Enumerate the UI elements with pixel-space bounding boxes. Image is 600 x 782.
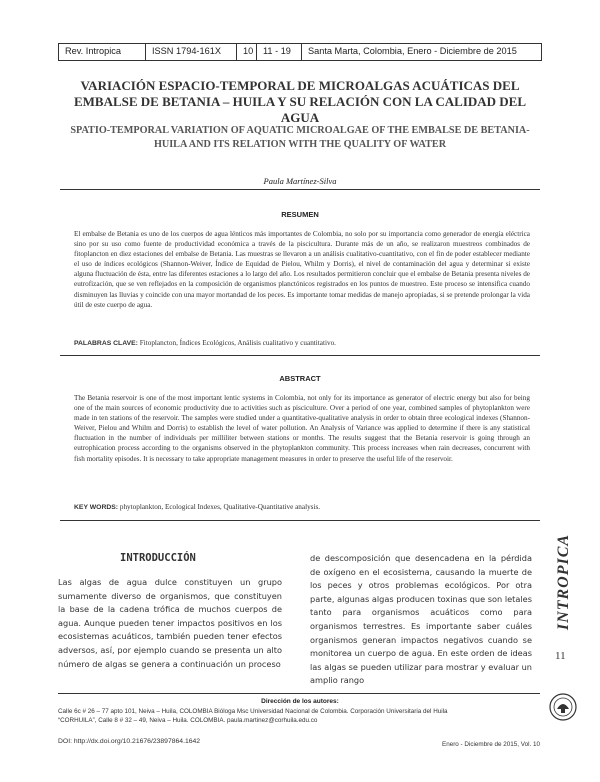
journal-side-label: INTROPICA (555, 533, 572, 631)
resumen-heading: RESUMEN (281, 210, 319, 219)
author: Paula Martínez-Silva (263, 176, 337, 186)
keywords-value: phytoplankton, Ecological Indexes, Qualitative-Quantitative analysis. (118, 503, 321, 511)
footer-issue-info: Enero - Diciembre de 2015, Vol. 10 (442, 741, 541, 748)
volume: 10 (237, 44, 257, 60)
keywords-label: PALABRAS CLAVE: (74, 340, 138, 347)
intro-heading: INTRODUCCIÓN (120, 552, 196, 564)
title-english: SPATIO-TEMPORAL VARIATION OF AQUATIC MICROALGAE OF THE EMBALSE DE BETANIA-HUILA AND ITS RELATION WITH THE QUALITY OF WATER (70, 125, 530, 150)
address-line-1: Calle 6c # 26 – 77 apto 101, Neiva – Huila, COLOMBIA Bióloga Msc Universidad Nacional de Colombia. Corporación Universitaria del Huila (58, 708, 448, 715)
place-date: Santa Marta, Colombia, Enero - Diciembre de 2015 (308, 46, 517, 56)
abstract-keywords (74, 503, 320, 511)
keywords-value: Fitoplancton, Índices Ecológicos, Análisis cualitativo y cuantitativo. (137, 339, 336, 347)
divider (60, 355, 540, 356)
address-heading: Dirección de los autores: (261, 698, 339, 705)
address-line-2: “CORHUILA”, Calle 8 # 32 – 49, Neiva – Huila. COLOMBIA. paula.martinez@corhuila.edu.co (58, 716, 318, 724)
university-seal-icon (548, 690, 578, 724)
intro-column-1: Las algas de agua dulce constituyen un grupo sumamente diverso de organismos, que constituyen la base de la cadena trófica de muchos cuerpos de agua. Aunque pueden tener impactos positivos en los ecosistemas acuáticos, también pueden tener efectos adversos, así, por ejemplo cuando se presenta un alto número de algas se genera a continuación un proceso (58, 577, 282, 669)
journal-name: Rev. Intropica (59, 44, 146, 60)
divider (60, 189, 540, 190)
journal-header-box (58, 43, 542, 61)
divider (60, 520, 540, 521)
resumen-text: El embalse de Betania es uno de los cuerpos de agua lénticos más importantes de Colombia, no solo por su importancia como generador de energía eléctrica sino por su uso como fuente de productividad económica a través de la piscicultura. Durante más de un año, se realizaron muestreos combinados de fitoplancton en diez estaciones del embalse de Betania. Las muestras se llevaron a un análisis cualitativo-cuantitativo, con el fin de poder establecer mediante el uso de índices ecológicos (Shannon-Weiver, Índice de Equidad de Pielou, Whilm y Dorris), el nivel de contaminación del agua y determinar si existe alguna fluctuación de ésta, entre las diferentes estaciones a lo largo del año. Los resultados permitieron concluir que el embalse de Betania presenta niveles de eutrofización, que se ven reflejados en la composición de organismos planctónicos registrados en los puntos de muestreo. Este proceso se intensifica cuando disminuyen las lluvias y coincide con una mayor mortandad de los peces. Es importante tomar medidas de manejo apropiadas, si se pretende prolongar la vida útil de este cuerpo de agua. (74, 230, 530, 309)
resumen-keywords (74, 339, 336, 347)
abstract-heading: ABSTRACT (279, 374, 321, 383)
page-number: 11 (555, 650, 566, 662)
page-range: 11 - 19 (257, 44, 302, 60)
abstract-text: The Betania reservoir is one of the most important lentic systems in Colombia, not only for its importance as generator of electric energy but also for being one of the main sources of economic productivity due to activities such as pisciculture. Over a period of one year, combined samples of phytoplankton were made in ten stations of the reservoir. The samples were studied under a quantitative-qualitative analysis in order to obtain three ecological indexes (Shannon-Weiver, Pielou and Whilm and Dorris) to establish the level of water pollution. An Analysis of Variance was applied to determine if there is any statistical fluctuation in the number of individuals per milliliter between stations or months. The results suggest that the Betania reservoir is going through an eutrophication process according to the organisms observed in the phytoplankton community. This process increases when rain decreases, concurrent with fish mortality episodes. It is necessary to take appropriate management measures in order to preserve the useful life of the reservoir. (74, 394, 530, 463)
keywords-label: KEY WORDS: (74, 504, 119, 511)
issn: ISSN 1794-161X (146, 44, 237, 60)
doi-link[interactable]: DOI: http://dx.doi.org/10.21676/23897864.1642 (58, 738, 201, 745)
author-address (58, 708, 540, 725)
intro-column-2: de descomposición que desencadena en la pérdida de oxígeno en el ecosistema, causando la muerte de los peces y otros problemas ecológicos. Por otra parte, algunas algas producen toxinas que son letales tanto para organismos acuáticos como para organismos terrestres. Es importante saber cuáles organismos generan impactos negativos cuando se monitorea un cuerpo de agua. En este orden de ideas las algas se pueden utilizar para mostrar y evaluar un amplio rango (310, 553, 532, 686)
title-spanish: VARIACIÓN ESPACIO-TEMPORAL DE MICROALGAS ACUÁTICAS DEL EMBALSE DE BETANIA – HUILA Y SU RELACIÓN CON LA CALIDAD DEL AGUA (73, 78, 527, 125)
footer-divider (58, 693, 540, 694)
